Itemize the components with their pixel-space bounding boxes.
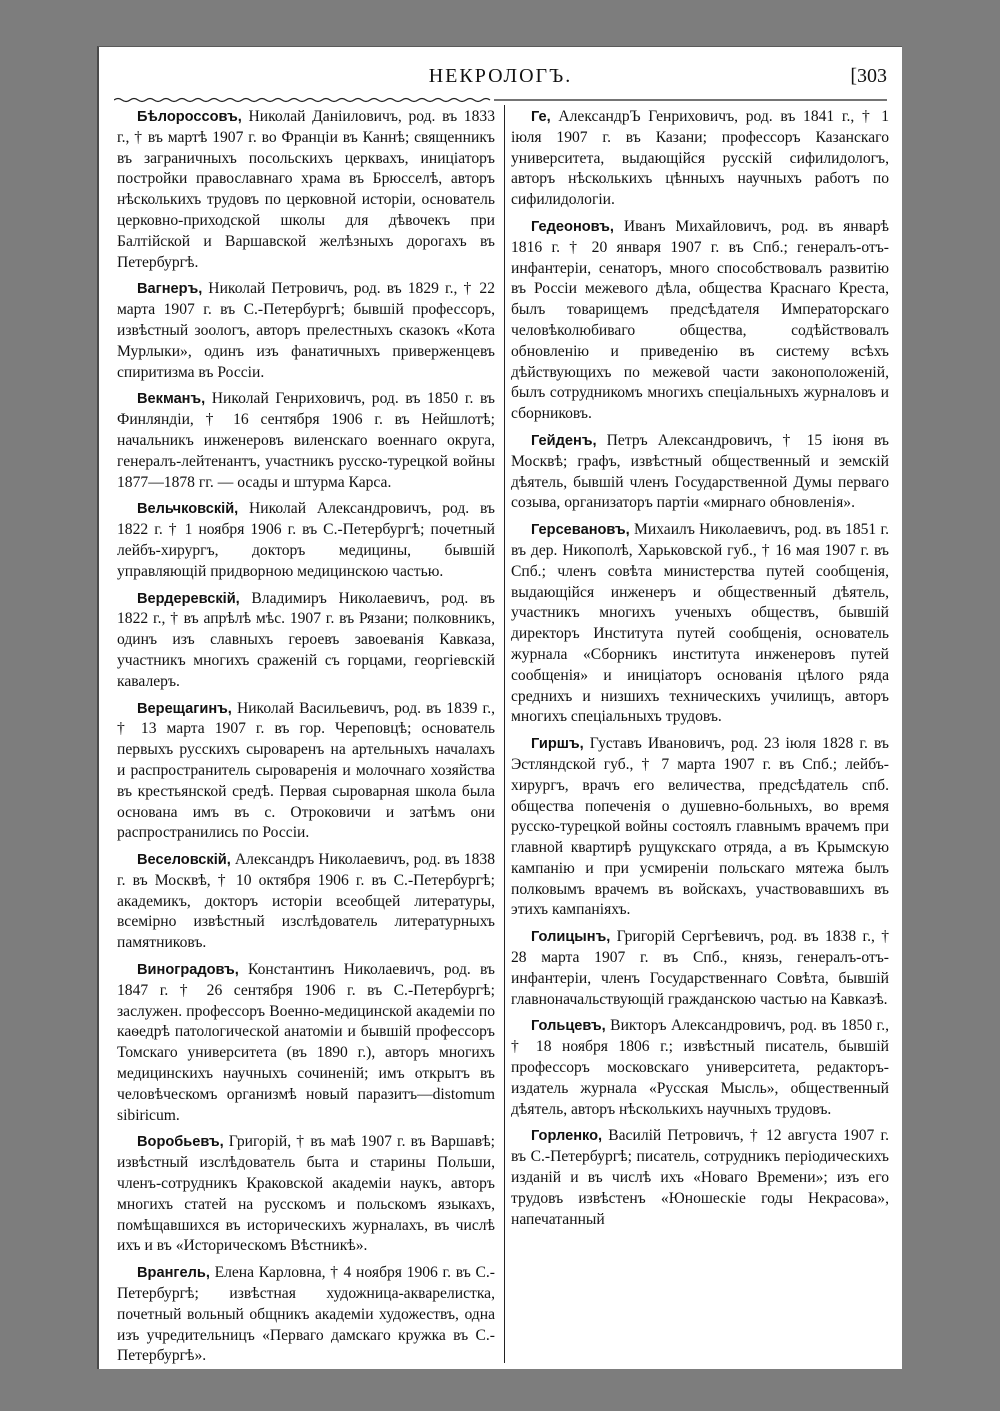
column-divider — [504, 105, 505, 1363]
obituary-entry — [511, 927, 889, 1010]
obituary-entry — [117, 850, 495, 954]
entry-name: Врангель, — [137, 1265, 210, 1282]
obituary-entry — [117, 1263, 495, 1367]
left-column — [117, 107, 495, 1373]
entry-text: Викторъ Александровичъ, род. въ 1850 г., † 18 ноября 1806 г.; извѣстный писатель, бывшій профессоръ московскаго университета, редакторъ-издатель журнала «Русская Мысль», общественный дѣятель, авторъ нѣсколькихъ научныхъ трудовъ. — [511, 1017, 889, 1118]
entry-name: Виноградовъ, — [137, 962, 239, 979]
obituary-entry — [117, 699, 495, 845]
obituary-entry — [511, 1016, 889, 1120]
obituary-entry — [511, 217, 889, 425]
obituary-entry — [117, 1132, 495, 1257]
obituary-entry — [511, 520, 889, 728]
entry-name: Бѣлороссовъ, — [137, 109, 242, 125]
document-page — [97, 46, 902, 1369]
entry-text: Григорій, † въ маѣ 1907 г. въ Варшавѣ; извѣстный изслѣдователь быта и старины Польши, членъ-сотрудникъ Краковской академіи наукъ, авторъ многихъ статей на русскомъ и польскомъ языкахъ, помѣщавшихся въ историческихъ журналахъ, въ числѣ ихъ и въ «Историческомъ Вѣстникѣ». — [117, 1133, 495, 1255]
entry-text: АлександрЪ Генриховичъ, род. въ 1841 г., † 1 іюля 1907 г. въ Казани; профессоръ Казанскаго университета, выдающійся русскій сифилидологъ, авторъ нѣсколькихъ цѣнныхъ научныхъ работъ по сифилидологіи. — [511, 108, 889, 209]
page-title: НЕКРОЛОГЪ. — [428, 65, 573, 87]
obituary-entry — [511, 107, 889, 211]
page-number: [303 — [850, 65, 887, 87]
entry-name: Воробьевъ, — [137, 1134, 224, 1151]
entry-text: Густавъ Ивановичъ, род. 23 іюля 1828 г. въ Эстляндской губ., † 7 марта 1907 г. въ Спб.; лейбъ-хирургъ, врачъ его величества, предсѣдатель спб. общества попеченія о душевно-больныхъ, во время русско-турецкой войны состоялъ главнымъ врачемъ при главной квартирѣ рущукскаго отряда, а въ Крымскую кампанію и при усмиреніи польскаго мятежа былъ полковымъ врачемъ въ войскахъ, участвовавшихъ въ этихъ кампаніяхъ. — [511, 735, 889, 919]
entry-name: Вердеревскій, — [137, 590, 240, 607]
obituary-entry — [511, 1126, 889, 1230]
entry-text: Иванъ Михайловичъ, род. въ январѣ 1816 г. † 20 января 1907 г. въ Спб.; генералъ-отъ-инфантеріи, сенаторъ, много способствовалъ развитію въ Россіи межевого дѣла, общества Краснаго Креста, былъ товарищемъ предсѣдателя Императорскаго человѣколюбиваго общества, содѣйствовалъ обновленію и приведенію въ систему всѣхъ дѣйствующихъ по межевой части законоположеній, былъ сотрудникомъ многихъ спеціальныхъ журналовъ и сборниковъ. — [511, 217, 889, 423]
obituary-entry — [117, 279, 495, 383]
entry-text: Николай Генриховичъ, род. въ 1850 г. въ Финляндіи, † 16 сентября 1906 г. въ Нейшлотѣ; начальникъ инженеровъ виленскаго военнаго округа, генералъ-лейтенантъ, участникъ русско-турецкой войны 1877—1878 гг. — осады и штурма Карса. — [117, 390, 495, 491]
page-header — [114, 65, 887, 95]
entry-text: Василій Петровичъ, † 12 августа 1907 г. въ С.-Петербургѣ; писатель, сотрудникъ періодическихъ изданій и въ числѣ ихъ «Новаго Времени»; изъ его трудовъ извѣстенъ «Юношескіе годы Некрасова», напечатанный — [511, 1127, 889, 1228]
entry-text: Александръ Николаевичъ, род. въ 1838 г. въ Москвѣ, † 10 октября 1906 г. въ С.-Петербургѣ; академикъ, докторъ исторіи всеобщей литературы, всемірно извѣстный изслѣдователь литературныхъ памятниковъ. — [117, 851, 495, 952]
obituary-entry — [117, 589, 495, 693]
entry-text: Николай Александровичъ, род. въ 1822 г. † 1 ноября 1906 г. въ С.-Петербургѣ; почетный лейбъ-хирургъ, докторъ медицины, бывшій управляющій придворною медицинскою частью. — [117, 500, 495, 580]
obituary-entry — [511, 734, 889, 921]
entry-name: Веселовскій, — [137, 852, 231, 869]
entry-text: Григорій Сергѣевичъ, род. въ 1838 г., † 28 марта 1907 г. въ Спб., князь, генералъ-отъ-инфантеріи, членъ Государственнаго Совѣта, бывшій главноначальствующій гражданскою частью на Кавказѣ. — [511, 928, 889, 1008]
entry-name: Герсевановъ, — [531, 522, 630, 539]
entry-text: Николай Петровичъ, род. въ 1829 г., † 22 марта 1907 г. въ С.-Петербургѣ; бывшій профессоръ, извѣстный зоологъ, авторъ прелестныхъ сказокъ «Кота Мурлыки», одинъ изъ фанатичныхъ приверженцевъ спиритизма въ Россіи. — [117, 280, 495, 381]
obituary-entry — [117, 389, 495, 493]
entry-name: Ге, — [531, 109, 551, 125]
entry-name: Гедеоновъ, — [531, 218, 614, 235]
obituary-entry — [117, 960, 495, 1126]
right-column — [511, 107, 889, 1236]
entry-name: Голицынъ, — [531, 929, 611, 946]
entry-name: Гейденъ, — [531, 432, 597, 449]
obituary-entry — [511, 431, 889, 514]
header-wavy-rule — [114, 97, 887, 103]
obituary-entry — [117, 107, 495, 273]
entry-name: Горленко, — [531, 1128, 603, 1145]
entry-text: Константинъ Николаевичъ, род. въ 1847 г. † 26 сентября 1906 г. въ С.-Петербургѣ; заслужен. профессоръ Военно-медицинской академіи по каѳедрѣ патологической анатоміи и бывшій профессоръ Томскаго университета (въ 1890 г.), авторъ многихъ медицинскихъ научныхъ сочиненій; имъ открытъ въ человѣческомъ организмѣ новый паразитъ—distomum sibiricum. — [117, 961, 495, 1124]
entry-name: Векманъ, — [137, 391, 206, 408]
entry-text: Николай Васильевичъ, род. въ 1839 г., † 13 марта 1907 г. въ гор. Череповцѣ; основатель первыхъ русскихъ сыроваренъ на артельныхъ началахъ и распространитель сыроваренія и молочнаго хозяйства въ крестьянской средѣ. Первая сыроварная школа была основана имъ въ с. Отроковичи и затѣмъ они распространились по Россіи. — [117, 699, 495, 842]
entry-text: Николай Даніиловичъ, род. въ 1833 г., † въ мартѣ 1907 г. во Франціи въ Каннѣ; священникъ въ заграничныхъ посольскихъ церквахъ, иниціаторъ постройки православнаго храма въ Брюсселѣ, авторъ нѣсколькихъ трудовъ по церковной исторіи, основатель церковно-приходской школы для дѣвочекъ при Балтійской и Варшавской желѣзныхъ дорогахъ въ Петербургѣ. — [117, 108, 495, 271]
entry-name: Гольцевъ, — [531, 1018, 606, 1035]
entry-text: Петръ Александровичъ, † 15 іюня въ Москвѣ; графъ, извѣстный общественный и земскій дѣятель, бывшій членъ Государственной Думы перваго созыва, организаторъ партіи «мирнаго обновленія». — [511, 431, 889, 512]
entry-text: Елена Карловна, † 4 ноября 1906 г. въ С.-Петербургѣ; извѣстная художница-акварелистка, почетный вольный общникъ академіи художествъ, одна изъ учредительницъ «Перваго дамскаго кружка въ С.-Петербургѣ». — [117, 1264, 495, 1365]
entry-text: Владимиръ Николаевичъ, род. въ 1822 г., † въ апрѣлѣ мѣс. 1907 г. въ Рязани; полковникъ, одинъ изъ славныхъ героевъ завоеванія Кавказа, участникъ многихъ сраженій съ горцами, георгіевскій кавалеръ. — [117, 589, 495, 690]
entry-name: Гиршъ, — [531, 736, 584, 753]
entry-text: Михаилъ Николаевичъ, род. въ 1851 г. въ дер. Никополѣ, Харьковской губ., † 16 мая 1907 г. въ Спб.; членъ совѣта министерства путей сообщенія, выдающійся инженеръ и общественный дѣятель, участникъ многихъ ученыхъ обществъ, бывшій директоръ Института путей сообщенія, основатель журнала «Сборникъ института инженеровъ путей сообщенія» и иниціаторъ основанія цѣлого ряда среднихъ и низшихъ техническихъ училищъ, авторъ многихъ спеціальныхъ трудовъ. — [511, 521, 889, 726]
obituary-entry — [117, 499, 495, 582]
entry-name: Верещагинъ, — [137, 700, 232, 717]
entry-name: Вагнеръ, — [137, 281, 203, 298]
entry-name: Вельчковскій, — [137, 501, 239, 518]
